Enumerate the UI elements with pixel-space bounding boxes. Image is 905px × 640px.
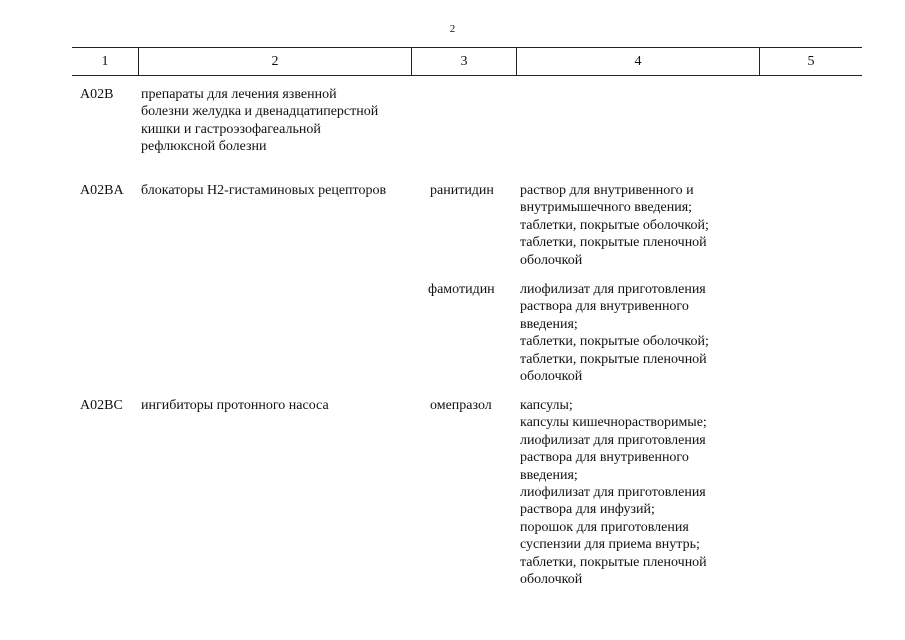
header-col-1: 1 bbox=[101, 54, 109, 69]
atc-code: A02BA bbox=[80, 183, 124, 198]
drug-name: фамотидин bbox=[428, 282, 495, 297]
drug-name: омепразол bbox=[430, 398, 492, 413]
page-number: 2 bbox=[449, 23, 456, 35]
dosage-forms bbox=[520, 182, 750, 269]
dosage-forms bbox=[520, 397, 750, 588]
dosage-form-line: таблетки, покрытые пленочной bbox=[520, 554, 707, 570]
atc-code: A02B bbox=[80, 87, 114, 102]
dosage-form-line: суспензии для приема внутрь; bbox=[520, 537, 700, 553]
group-name-line: кишки и гастроэзофагеальной bbox=[141, 121, 321, 137]
dosage-form-line: таблетки, покрытые оболочкой; bbox=[520, 334, 709, 350]
dosage-form-line: раствор для внутривенного и bbox=[520, 183, 694, 198]
dosage-form-line: капсулы; bbox=[520, 398, 573, 413]
dosage-forms bbox=[520, 281, 750, 385]
group-name-line: препараты для лечения язвенной bbox=[141, 87, 337, 102]
dosage-form-line: оболочкой bbox=[520, 252, 583, 268]
header-col-5: 5 bbox=[807, 54, 815, 69]
dosage-form-line: раствора для внутривенного bbox=[520, 299, 689, 315]
dosage-form-line: раствора для внутривенного bbox=[520, 450, 689, 466]
atc-code: A02BC bbox=[80, 398, 123, 413]
header-col-4: 4 bbox=[634, 54, 642, 69]
dosage-form-line: введения; bbox=[520, 316, 578, 332]
group-name: блокаторы H2-гистаминовых рецепторов bbox=[141, 183, 387, 198]
dosage-form-line: введения; bbox=[520, 467, 578, 483]
dosage-form-line: лиофилизат для приготовления bbox=[520, 485, 706, 501]
dosage-form-line: оболочкой bbox=[520, 572, 583, 588]
table-header bbox=[72, 47, 862, 76]
dosage-form-line: внутримышечного введения; bbox=[520, 200, 693, 216]
dosage-form-line: таблетки, покрытые пленочной bbox=[520, 235, 707, 251]
group-name: ингибиторы протонного насоса bbox=[141, 398, 329, 413]
dosage-form-line: таблетки, покрытые оболочкой; bbox=[520, 217, 709, 233]
dosage-form-line: оболочкой bbox=[520, 369, 583, 385]
dosage-form-line: таблетки, покрытые пленочной bbox=[520, 351, 707, 367]
drug-name: ранитидин bbox=[430, 183, 494, 198]
dosage-form-line: порошок для приготовления bbox=[520, 519, 689, 535]
dosage-form-line: лиофилизат для приготовления bbox=[520, 432, 706, 448]
dosage-form-line: капсулы кишечнорастворимые; bbox=[520, 415, 707, 431]
dosage-form-line: лиофилизат для приготовления bbox=[520, 282, 706, 297]
dosage-form-line: раствора для инфузий; bbox=[520, 502, 655, 518]
group-name-line: болезни желудка и двенадцатиперстной bbox=[141, 104, 379, 120]
header-col-3: 3 bbox=[460, 54, 468, 69]
group-name-line: рефлюксной болезни bbox=[141, 139, 267, 155]
group-name bbox=[141, 86, 411, 156]
header-col-2: 2 bbox=[271, 54, 279, 69]
